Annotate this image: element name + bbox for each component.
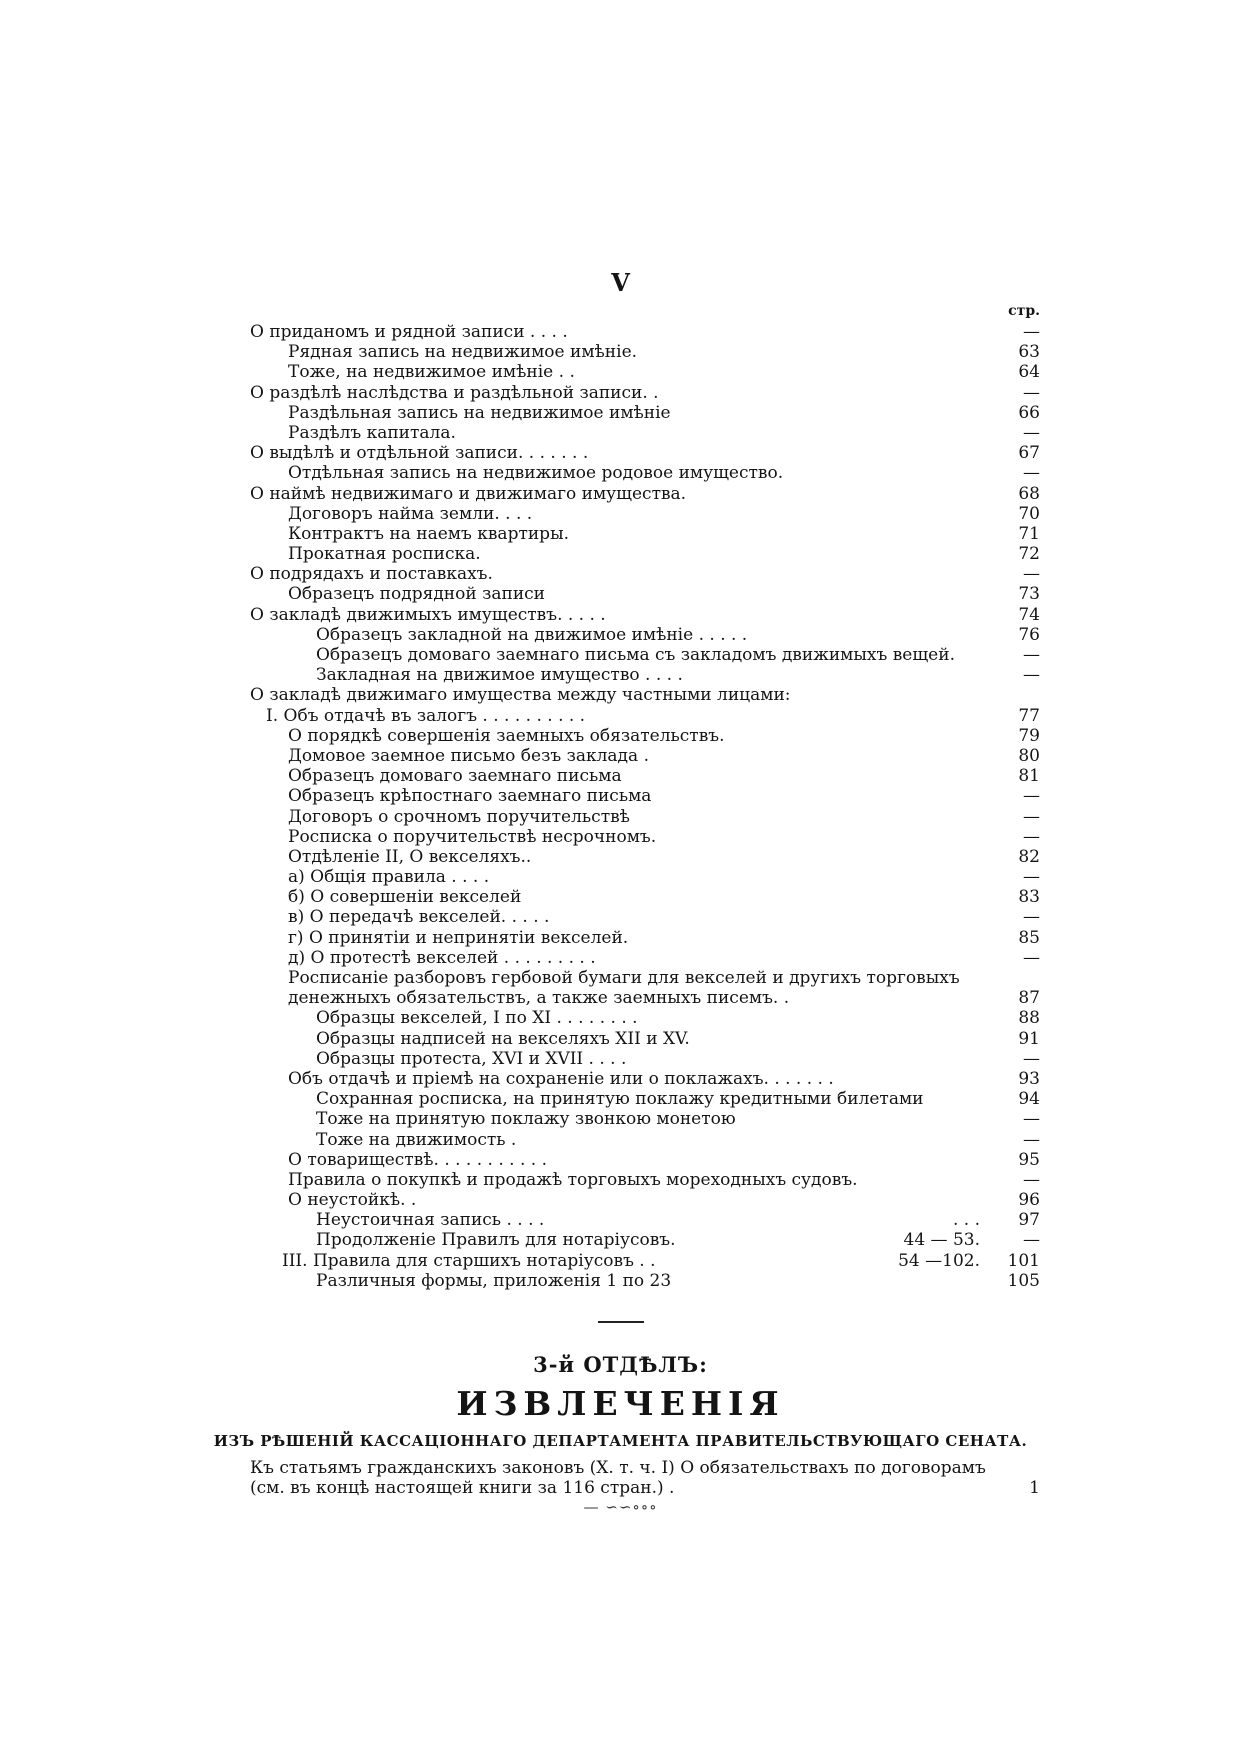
- toc-entry-page: —: [1023, 1230, 1040, 1251]
- toc-entry-page: 76: [1018, 624, 1040, 645]
- toc-entry: [250, 665, 1040, 685]
- toc-entry: [250, 524, 1040, 544]
- toc-entry-page: —: [1023, 382, 1040, 403]
- toc-entry-page: 79: [1018, 725, 1040, 746]
- toc-entry-title: Сохранная росписка, на принятую поклажу кредитными билетами: [316, 1089, 924, 1110]
- toc-entry-title: Закладная на движимое имущество . . . .: [316, 665, 683, 686]
- toc-entry-title: Образецъ домоваго заемнаго письма: [288, 766, 622, 787]
- toc-entry: [250, 1210, 1040, 1230]
- toc-entry-title: О подрядахъ и поставкахъ.: [250, 564, 493, 585]
- toc-entry-page: 83: [1018, 887, 1040, 908]
- toc-entry: [250, 484, 1040, 504]
- toc-entry-title: д) О протестѣ векселей . . . . . . . . .: [288, 947, 596, 968]
- toc-entry-title: О закладѣ движимыхъ имуществъ. . . . .: [250, 604, 606, 625]
- section-entry-text: Къ статьямъ гражданскихъ законовъ (X. т. ч. I) О обязательствахъ по договорамъ (см. въ концѣ настоящей книги за 116 стран.) .: [250, 1458, 986, 1498]
- toc-entry-page: —: [1023, 806, 1040, 827]
- toc-entry-page: —: [1023, 665, 1040, 686]
- toc-entry-title: Образцы протеста, XVI и XVII . . . .: [316, 1048, 627, 1069]
- toc-entry: [250, 504, 1040, 524]
- toc-entry-title: Образецъ закладной на движимое имѣніе . . . . .: [316, 624, 748, 645]
- toc-entry-page: 70: [1018, 503, 1040, 524]
- toc-entry-title: Раздѣльная запись на недвижимое имѣніе: [288, 402, 671, 423]
- toc-entry-page: 80: [1018, 745, 1040, 766]
- toc-entry-title: Договоръ найма земли. . . .: [288, 503, 533, 524]
- toc-entry-title: Раздѣлъ капитала.: [288, 422, 456, 443]
- toc-entry-page: 101: [1007, 1250, 1040, 1271]
- toc-entry-title: О выдѣлѣ и отдѣльной записи. . . . . . .: [250, 443, 589, 464]
- toc-entry-title: Контрактъ на наемъ квартиры.: [288, 523, 569, 544]
- toc-entry-title: О товариществѣ. . . . . . . . . . .: [288, 1149, 547, 1170]
- toc-entry-title: Рядная запись на недвижимое имѣніе.: [288, 342, 638, 363]
- toc-entry-page: —: [1023, 645, 1040, 665]
- toc-entry: [250, 1271, 1040, 1291]
- toc-entry: [250, 928, 1040, 948]
- toc-entry: [250, 443, 1040, 463]
- toc-entry-page: —: [1023, 786, 1040, 807]
- page-number: V: [611, 268, 630, 297]
- toc-entry-title: в) О передачѣ векселей. . . . .: [288, 907, 550, 928]
- toc-entry-page: 67: [1018, 443, 1040, 464]
- toc-entry: [250, 1190, 1040, 1210]
- toc-entry: [250, 584, 1040, 604]
- toc-entry-page: 87: [1018, 988, 1040, 1009]
- section-divider: [598, 1321, 644, 1323]
- toc-entry: [250, 827, 1040, 847]
- toc-entry-page: —: [1023, 564, 1040, 585]
- toc-entry: [250, 706, 1040, 726]
- page-column-label: стр.: [1008, 303, 1040, 319]
- toc-entry: [250, 1069, 1040, 1089]
- toc-entry-title: Образецъ домоваго заемнаго письма съ закладомъ движимыхъ вещей.: [316, 645, 955, 665]
- toc-entry-page: 93: [1018, 1068, 1040, 1089]
- toc-entry: [250, 968, 1040, 1008]
- toc-entry: [250, 342, 1040, 362]
- toc-entry-page: 63: [1018, 342, 1040, 363]
- toc-entry-title: Образцы векселей, I по XI . . . . . . . .: [316, 1008, 638, 1029]
- toc-entry-title: III. Правила для старшихъ нотаріусовъ . .: [282, 1250, 656, 1271]
- section-subtitle: ИЗЪ РѢШЕНІЙ КАССАЦІОННАГО ДЕПАРТАМЕНТА ПРАВИТЕЛЬСТВУЮЩАГО СЕНАТА.: [213, 1432, 1028, 1450]
- section-entry-page: 1: [1029, 1478, 1040, 1498]
- toc-entry: [250, 887, 1040, 907]
- toc-entry-reference: 44 — 53.: [903, 1230, 980, 1251]
- toc-entry-reference: . . .: [952, 1210, 980, 1231]
- toc-entry: [250, 766, 1040, 786]
- toc-entry-page: 82: [1018, 846, 1040, 867]
- toc-entry-page: 77: [1018, 705, 1040, 726]
- toc-entry-page: —: [1023, 1048, 1040, 1069]
- toc-entry-title: б) О совершеніи векселей: [288, 887, 522, 908]
- toc-entry-title: г) О принятіи и непринятіи векселей.: [288, 927, 629, 948]
- toc-entry-page: 71: [1018, 523, 1040, 544]
- toc-entry-title: О раздѣлѣ наслѣдства и раздѣльной записи. .: [250, 382, 659, 403]
- toc-entry: [250, 726, 1040, 746]
- toc-entry-page: —: [1023, 422, 1040, 443]
- section-entry: [250, 1458, 1040, 1498]
- toc-entry-title: а) Общія правила . . . .: [288, 867, 490, 888]
- toc-entry-title: Объ отдачѣ и пріемѣ на сохраненіе или о поклажахъ. . . . . . .: [288, 1068, 834, 1089]
- toc-entry-page: —: [1023, 322, 1040, 342]
- toc-entry-page: —: [1023, 463, 1040, 484]
- toc-entry-reference: 54 —102.: [898, 1250, 980, 1271]
- toc-entry-page: 91: [1018, 1028, 1040, 1049]
- toc-entry-title: Росписка о поручительствѣ несрочномъ.: [288, 826, 657, 847]
- toc-entry-page: 74: [1018, 604, 1040, 625]
- closing-ornament: — ∽∽∘∘∘: [583, 1498, 658, 1516]
- toc-entry: [250, 564, 1040, 584]
- toc-entry-title: Образецъ подрядной записи: [288, 584, 546, 605]
- toc-entry-page: —: [1023, 1169, 1040, 1190]
- toc-entry-title: I. Объ отдачѣ въ залогъ . . . . . . . . . .: [266, 705, 586, 726]
- toc-entry: [250, 1150, 1040, 1170]
- section-title: ИЗВЛЕЧЕНІЯ: [456, 1384, 785, 1423]
- toc-entry: [250, 383, 1040, 403]
- toc-entry-page: —: [1023, 1129, 1040, 1150]
- table-of-contents: [250, 322, 1040, 1291]
- toc-entry-title: Тоже на движимость .: [316, 1129, 517, 1150]
- toc-entry: [250, 403, 1040, 423]
- toc-entry: [250, 362, 1040, 382]
- toc-entry-title: О неустойкѣ. .: [288, 1190, 417, 1211]
- toc-entry: [250, 1089, 1040, 1109]
- toc-entry: [250, 645, 1040, 665]
- toc-entry: [250, 1251, 1040, 1271]
- toc-entry-page: 95: [1018, 1149, 1040, 1170]
- toc-entry-title: Прокатная росписка.: [288, 544, 481, 565]
- toc-entry: [250, 1170, 1040, 1190]
- toc-entry-page: 85: [1018, 927, 1040, 948]
- toc-entry: [250, 786, 1040, 806]
- toc-entry-page: 94: [1018, 1089, 1040, 1110]
- toc-entry: [250, 746, 1040, 766]
- toc-entry: [250, 948, 1040, 968]
- toc-entry-page: 105: [1007, 1270, 1040, 1291]
- toc-entry-page: —: [1023, 947, 1040, 968]
- toc-entry: [250, 1049, 1040, 1069]
- toc-entry: [250, 867, 1040, 887]
- toc-entry-title: О закладѣ движимаго имущества между частными лицами:: [250, 685, 791, 706]
- toc-entry-title: Правила о покупкѣ и продажѣ торговыхъ мореходныхъ судовъ.: [288, 1169, 858, 1190]
- toc-entry-title: Продолженіе Правилъ для нотаріусовъ.: [316, 1230, 676, 1251]
- toc-entry-title: Договоръ о срочномъ поручительствѣ: [288, 806, 630, 827]
- toc-entry-title: Неустоичная запись . . . .: [316, 1210, 545, 1231]
- toc-entry-title: О порядкѣ совершенія заемныхъ обязательствъ.: [288, 725, 725, 746]
- toc-entry: [250, 1008, 1040, 1028]
- toc-entry-page: —: [1023, 1109, 1040, 1130]
- toc-entry: [250, 1130, 1040, 1150]
- toc-entry-page: —: [1023, 867, 1040, 888]
- toc-entry-title: О приданомъ и рядной записи . . . .: [250, 322, 568, 342]
- toc-entry-page: —: [1023, 826, 1040, 847]
- toc-entry-page: 66: [1018, 402, 1040, 423]
- toc-entry: [250, 605, 1040, 625]
- toc-entry-title: Отдѣленіе II, О векселяхъ..: [288, 846, 532, 867]
- toc-entry: [250, 544, 1040, 564]
- toc-entry-page: —: [1023, 907, 1040, 928]
- toc-entry: [250, 625, 1040, 645]
- toc-entry: [250, 907, 1040, 927]
- toc-entry-title: Домовое заемное письмо безъ заклада .: [288, 745, 649, 766]
- toc-entry-page: 72: [1018, 544, 1040, 565]
- toc-entry: [250, 322, 1040, 342]
- toc-entry-title: Образцы надписей на векселяхъ XII и XV.: [316, 1028, 690, 1049]
- toc-entry: [250, 1109, 1040, 1129]
- toc-entry-page: 81: [1018, 766, 1040, 787]
- toc-entry-title: Образецъ крѣпостнаго заемнаго письма: [288, 786, 652, 807]
- toc-entry-page: 68: [1018, 483, 1040, 504]
- toc-entry-page: 97: [1018, 1210, 1040, 1231]
- toc-entry: [250, 1230, 1040, 1250]
- toc-entry-title: О наймѣ недвижимаго и движимаго имущества.: [250, 483, 687, 504]
- toc-entry: [250, 463, 1040, 483]
- toc-entry-page: 88: [1018, 1008, 1040, 1029]
- toc-entry-page: 96: [1018, 1190, 1040, 1211]
- toc-entry: [250, 1029, 1040, 1049]
- toc-entry-title: Тоже на принятую поклажу звонкою монетою: [316, 1109, 736, 1130]
- toc-entry-page: 64: [1018, 362, 1040, 383]
- section-label: 3-й ОТДѢЛЪ:: [533, 1352, 708, 1377]
- toc-entry-title: Различныя формы, приложенія 1 по 23: [316, 1270, 672, 1291]
- toc-entry-title: Росписаніе разборовъ гербовой бумаги для векселей и другихъ торговыхъ денежныхъ обязательствъ, а также заемныхъ писемъ. .: [288, 968, 960, 1009]
- toc-entry: [250, 847, 1040, 867]
- toc-entry: [250, 685, 1040, 705]
- toc-entry-title: Тоже, на недвижимое имѣніе . .: [288, 362, 575, 383]
- toc-entry: [250, 423, 1040, 443]
- toc-entry-title: Отдѣльная запись на недвижимое родовое имущество.: [288, 463, 784, 484]
- toc-entry-page: 73: [1018, 584, 1040, 605]
- toc-entry: [250, 807, 1040, 827]
